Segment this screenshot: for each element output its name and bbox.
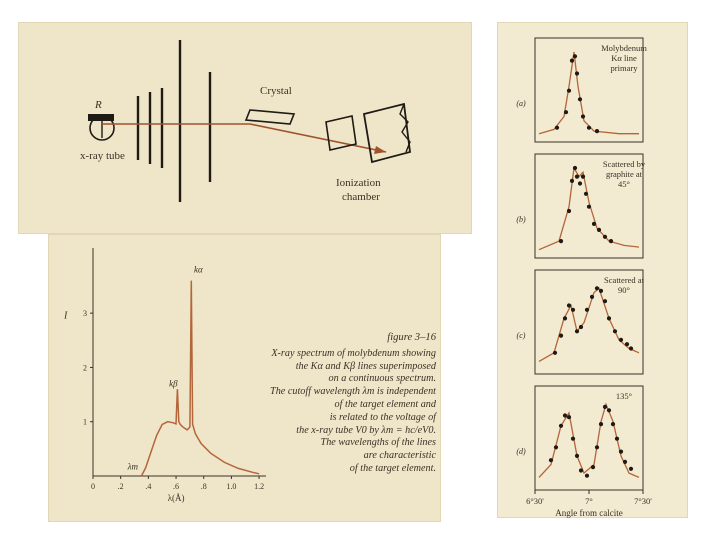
panel-tag: (d) <box>516 447 526 456</box>
chamber-window <box>326 116 356 150</box>
k-alpha-label: kα <box>194 264 203 275</box>
panel-label: Scattered at <box>604 275 644 285</box>
scattering-figure <box>497 22 688 518</box>
scatter-panel <box>516 154 646 258</box>
x-tick-label: 1.0 <box>226 482 237 491</box>
tube-anode-icon <box>88 114 114 121</box>
data-point <box>595 286 599 290</box>
data-point <box>581 114 585 118</box>
x-tick-label: .6 <box>173 482 180 491</box>
x-tick-label: .2 <box>117 482 124 491</box>
data-point <box>571 308 575 312</box>
data-point <box>585 308 589 312</box>
data-point <box>578 181 582 185</box>
data-point <box>581 175 585 179</box>
data-point <box>563 316 567 320</box>
data-point <box>611 422 615 426</box>
caption-line: of the target element. <box>349 462 436 474</box>
spectrum-x-ticks <box>91 476 264 491</box>
cutoff-label: λm <box>127 461 139 472</box>
beam-arrow-icon <box>374 146 386 154</box>
data-point <box>567 303 571 307</box>
spectrum-y-label: I <box>64 310 68 322</box>
label-crystal: Crystal <box>260 85 292 97</box>
data-point <box>571 437 575 441</box>
y-tick-label: 2 <box>83 363 87 373</box>
data-point <box>579 468 583 472</box>
x-tick-label: .8 <box>200 482 207 491</box>
collimator-slits <box>138 40 210 202</box>
label-r: R <box>95 99 102 111</box>
data-point <box>629 467 633 471</box>
panel-tag: (a) <box>516 99 526 108</box>
label-ionization: Ionization <box>336 177 381 189</box>
panel-label: 90° <box>618 285 630 295</box>
data-point <box>603 405 607 409</box>
data-point <box>575 454 579 458</box>
data-point <box>619 450 623 454</box>
panel-label: 135° <box>615 391 633 401</box>
data-point <box>595 445 599 449</box>
caption-line: the Kα and Kβ lines superimposed <box>295 360 436 372</box>
scatter-x-label: Angle from calcite <box>555 508 623 518</box>
data-point <box>584 192 588 196</box>
data-point <box>575 329 579 333</box>
spectrum-x-label: λ(Å) <box>167 493 185 503</box>
panel-label: Scattered by <box>602 159 646 169</box>
data-point <box>575 175 579 179</box>
data-point <box>607 408 611 412</box>
apparatus-svg <box>18 22 472 234</box>
panel-curve <box>539 404 639 477</box>
panel-label: primary <box>610 63 638 73</box>
data-point <box>592 222 596 226</box>
caption-line: X-ray spectrum of molybdenum showing <box>271 347 436 359</box>
x-tick-label: 7° <box>585 496 593 506</box>
figure-caption <box>226 332 436 476</box>
data-point <box>570 59 574 63</box>
data-point <box>623 460 627 464</box>
data-point <box>629 346 633 350</box>
caption-title: figure 3–16 <box>387 332 436 343</box>
caption-line: The wavelengths of the lines <box>320 437 436 449</box>
data-point <box>559 334 563 338</box>
data-point <box>599 289 603 293</box>
data-point <box>575 71 579 75</box>
data-point <box>597 228 601 232</box>
data-point <box>570 179 574 183</box>
data-point <box>591 465 595 469</box>
caption-line: on a continuous spectrum. <box>328 373 436 385</box>
data-point <box>579 325 583 329</box>
x-tick-label: 0 <box>91 482 95 491</box>
data-point <box>554 445 558 449</box>
data-point <box>573 54 577 58</box>
data-point <box>578 97 582 101</box>
panel-label: Molybdenum <box>601 43 647 53</box>
data-point <box>603 299 607 303</box>
data-point <box>587 205 591 209</box>
y-tick-label: 1 <box>83 417 87 427</box>
apparatus-diagram <box>18 22 472 234</box>
caption-line: The cutoff wavelength λm is independent <box>270 386 436 398</box>
x-tick-label: .4 <box>145 482 152 491</box>
label-chamber: chamber <box>342 191 380 203</box>
spectrum-y-ticks <box>83 309 93 427</box>
k-beta-label: kβ <box>169 378 178 389</box>
data-point <box>559 424 563 428</box>
data-point <box>607 316 611 320</box>
scatter-panel <box>516 386 643 490</box>
data-point <box>567 209 571 213</box>
scatter-panel <box>516 38 647 142</box>
crystal-shape <box>246 110 294 124</box>
data-point <box>625 342 629 346</box>
data-point <box>573 166 577 170</box>
x-tick-label: 6°30' <box>526 496 544 506</box>
data-point <box>567 89 571 93</box>
data-point <box>549 458 553 462</box>
data-point <box>563 413 567 417</box>
scattering-chart <box>497 22 688 518</box>
panel-tag: (c) <box>516 331 526 340</box>
data-point <box>619 338 623 342</box>
data-point <box>564 110 568 114</box>
y-tick-label: 3 <box>83 309 87 319</box>
data-point <box>567 415 571 419</box>
panel-curve <box>539 288 639 361</box>
data-point <box>555 126 559 130</box>
panel-label: Kα line <box>611 53 637 63</box>
data-point <box>609 239 613 243</box>
caption-line: of the target element and <box>334 398 436 410</box>
data-point <box>615 437 619 441</box>
panel-label: 45° <box>618 179 630 189</box>
caption-line: is related to the voltage of <box>329 411 436 423</box>
data-point <box>553 351 557 355</box>
scatter-panel <box>517 270 645 374</box>
spectrum-figure <box>48 234 441 522</box>
data-point <box>559 239 563 243</box>
x-tick-label: 1.2 <box>254 482 265 491</box>
label-xray-tube: x-ray tube <box>80 150 125 162</box>
caption-line: the x-ray tube V0 by λm = hc/eV0. <box>296 424 436 436</box>
data-point <box>585 474 589 478</box>
panel-label: graphite at <box>605 169 643 179</box>
data-point <box>613 329 617 333</box>
caption-line: are characteristic <box>363 450 436 462</box>
data-point <box>599 422 603 426</box>
data-point <box>595 129 599 133</box>
x-tick-label: 7°30' <box>634 496 652 506</box>
data-point <box>603 235 607 239</box>
panel-frame <box>535 386 643 490</box>
panel-tag: (b) <box>516 215 526 224</box>
data-point <box>590 295 594 299</box>
data-point <box>587 126 591 130</box>
